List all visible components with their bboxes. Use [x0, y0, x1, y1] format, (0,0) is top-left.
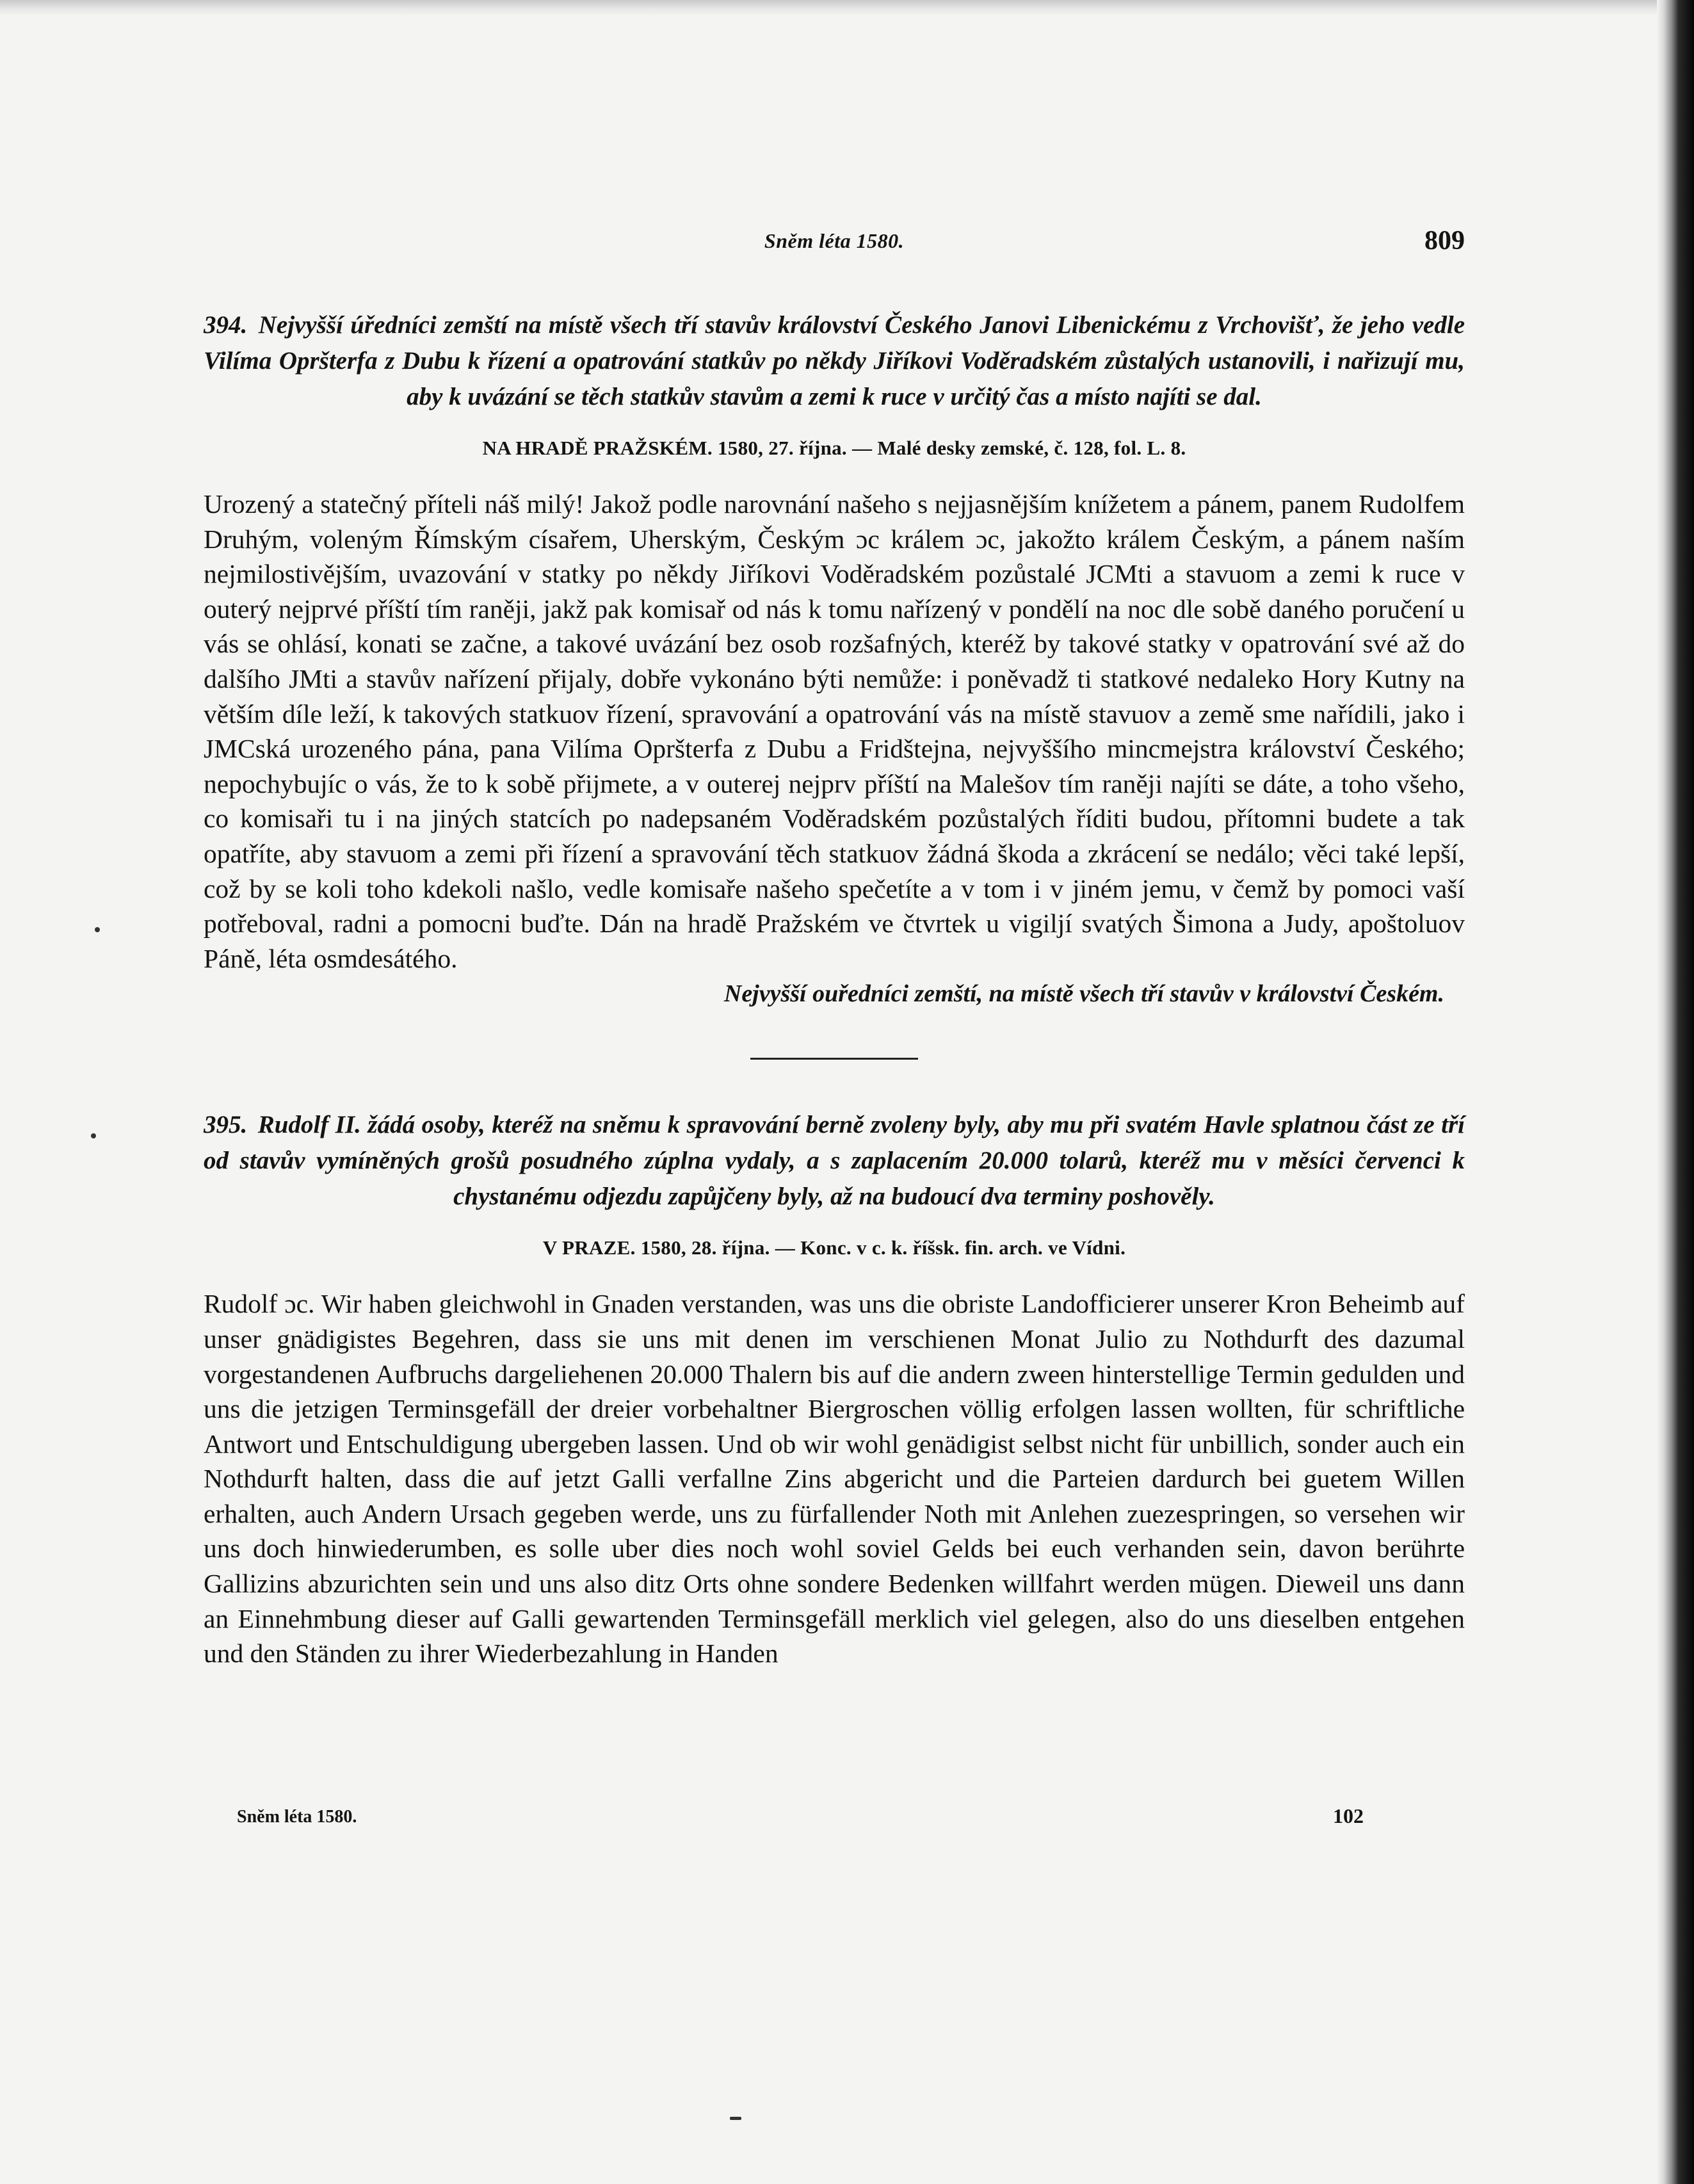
page [204, 226, 1465, 1671]
regest-text-394: Nejvyšší úředníci zemští na místě všech tří stavův království Českého Janovi Libenickému z Vrchovišť, že jeho vedle Vilíma Opršterfa z Dubu k řízení a opatrování statkův po někdy Jiříkovi Voděradském zůstalých ustanovili, i nařizují mu, aby k uvázání se těch statkův stavům a zemi k ruce v určitý čas a místo najíti se dal. [204, 311, 1465, 410]
scan-speck [91, 1133, 96, 1138]
body-text-394: Urozený a statečný příteli náš milý! Jakož podle narovnání našeho s nejjasnějším knížetem a pánem, panem Rudolfem Druhým, voleným Římským císařem, Uherským, Českým ɔc králem ɔc, jakožto králem Českým, a pánem naším nejmilostivějším, uvazování v statky po někdy Jiříkovi Voděradském pozůstalé JCMti a stavuom a zemi k ruce v outerý nejprvé příští tím raněji, jakž pak komisař od nás k tomu nařízený v pondělí na noc dle sobě daného poručení u vás se ohlásí, konati se začne, a takové uvázání bez osob rozšafných, kteréž by takové statky v opatrování své až do dalšího JMti a stavův nařízení přijaly, dobře vykonáno býti nemůže: i poněvadž ti statkové nedaleko Hory Kutny na větším díle leží, k takových statkuov řízení, spravování a opatrování vás na místě stavuov a země sme nařídili, jako i JMCská urozeného pána, pana Vilíma Opršterfa z Dubu a Fridštejna, nejvyššího mincmejstra království Českého; nepochybujíc o vás, že to k sobě přijmete, a v outerej nejprv příští na Malešov tím raněji najíti se dáte, a toho všeho, co komisaři tu i na jiných statcích po nadepsaném Voděradském pozůstalých říditi budou, přítomni budete a tak opatříte, aby stavuom a zemi při řízení a spravování těch statkuov žádná škoda a zkrácení se nedálo; věci také lepší, což by se koli toho kdekoli našlo, vedle komisaře našeho spečetíte a v tom i v jiném jemu, v čemž by pomoci vaší potřeboval, radni a pomocni buďte. Dán na hradě Pražském ve čtvrtek u vigiljí svatých Šimona a Judy, apoštoluov Páně, léta osmdesátého. [204, 489, 1465, 973]
dateline-395: V PRAZE. 1580, 28. října. — Konc. v c. k. říšsk. fin. arch. ve Vídni. [542, 1236, 1126, 1259]
regest-text-395: Rudolf II. žádá osoby, kteréž na sněmu k spravování berně zvoleny byly, aby mu při svatém Havle splatnou část ze tří od stavův vymíněných grošů posudného zúplna vydaly, a s zaplacením 20.000 tolarů, kteréž mu v měsíci červenci k chystanému odjezdu zapůjčeny byly, až na budoucí dva terminy poshověly. [204, 1111, 1465, 1211]
scan-top-edge [0, 0, 1694, 17]
running-head-title: Sněm léta 1580. [764, 229, 905, 252]
regest-395 [204, 1107, 1465, 1215]
scan-right-edge [1657, 0, 1694, 2184]
dateline-394: NA HRADĚ PRAŽSKÉM. 1580, 27. října. — Malé desky zemské, č. 128, fol. L. 8. [482, 437, 1186, 459]
scan-speck [730, 2117, 741, 2120]
scan-speck [95, 927, 100, 932]
regest-394 [204, 307, 1465, 415]
document-number-395: 395. [204, 1111, 248, 1139]
section-divider [750, 1058, 918, 1060]
signature-394: Nejvyšší ouředníci zemští, na místě všech tří stavův v království Českém. [723, 980, 1444, 1008]
sheet-footer [237, 1804, 1364, 1832]
document-394 [204, 307, 1465, 1012]
document-number-394: 394. [204, 311, 248, 339]
sheet-signature-number: 102 [1333, 1804, 1364, 1827]
body-text-395: Rudolf ɔc. Wir haben gleichwohl in Gnaden verstanden, was uns die obriste Landofficierer unserer Kron Beheimb auf unser gnädigistes Begehren, dass sie uns mit denen im verschienen Monat Julio zu Nothdurft des dazumal vorgestandenen Aufbruchs dargeliehenen 20.000 Thalern bis auf die andern zween hinterstellige Termin gedulden und uns die jetzigen Terminsgefäll der dreier vorbehaltner Biergroschen völlig erfolgen lassen wollten, für schriftliche Antwort und Entschuldigung ubergeben lassen. Und ob wir wohl genädigist selbst nicht für unbillich, sonder auch ein Nothdurft halten, dass die auf jetzt Galli verfallne Zins abgericht und die Parteien dardurch bei guetem Willen erhalten, auch Andern Ursach gegeben werde, uns zu fürfallender Noth mit Anlehen zuezespringen, so versehen wir uns doch hinwiederumben, es solle uber dies noch wohl soviel Gelds bei euch verhanden sein, davon berührte Gallizins abzurichten sein und uns also ditz Orts ohne sondere Bedenken willfahrt werden mügen. Dieweil uns dann an Einnehmbung dieser auf Galli gewartenden Terminsgefäll merklich viel gelegen, also do uns dieselben entgehen und den Ständen zu ihrer Wiederbezahlung in Handen [204, 1289, 1465, 1669]
running-head [204, 226, 1465, 268]
sheet-signature: Sněm léta 1580. [237, 1807, 357, 1827]
page-number: 809 [1424, 226, 1465, 255]
document-395 [204, 1107, 1465, 1671]
